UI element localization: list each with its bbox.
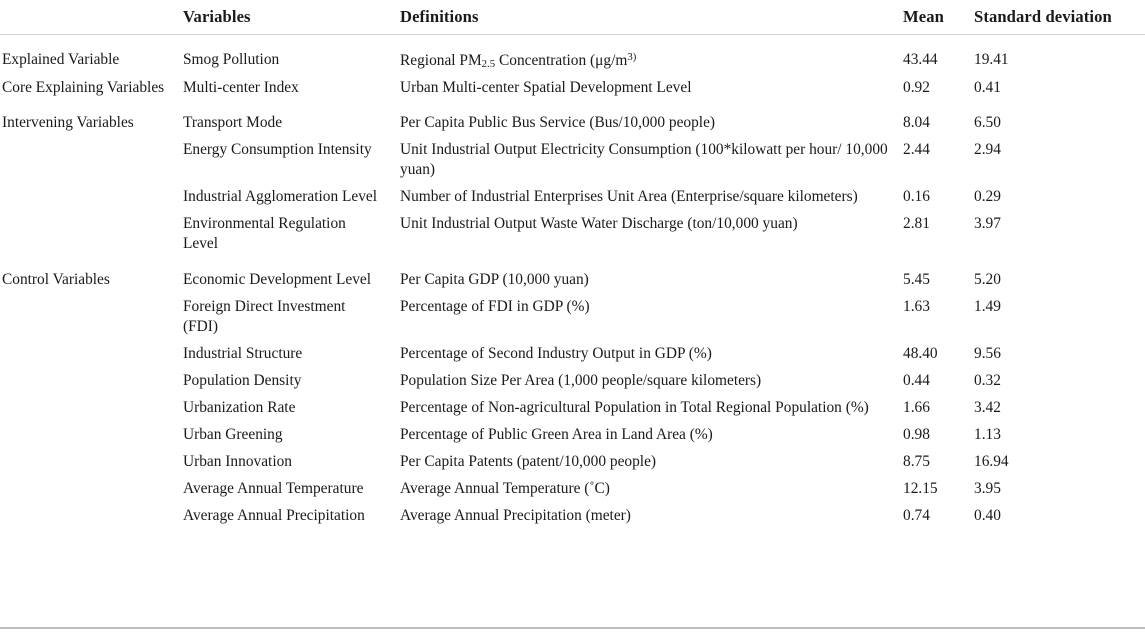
cell-mean: 12.15: [903, 479, 938, 497]
cell-standard-deviation: 0.32: [974, 371, 1001, 389]
cell-definition: Per Capita Patents (patent/10,000 people): [400, 452, 657, 470]
cell-definition: Average Annual Precipitation (meter): [400, 506, 631, 524]
table-row: [0, 184, 1145, 211]
cell-standard-deviation: 19.41: [974, 50, 1009, 68]
cell-mean: 0.44: [903, 371, 930, 389]
table-row: [0, 448, 1145, 475]
cell-group: [0, 502, 178, 529]
cell-group: Intervening Variables: [2, 114, 134, 132]
cell-variable: Multi-center Index: [183, 78, 299, 96]
cell-standard-deviation: 0.40: [974, 506, 1001, 524]
table-row: [0, 101, 1145, 137]
column-header-group: [0, 0, 178, 34]
cell-standard-deviation: 9.56: [974, 344, 1001, 362]
table-body: [0, 34, 1145, 529]
cell-mean: 0.74: [903, 506, 930, 524]
cell-definition: Unit Industrial Output Waste Water Discharge (ton/10,000 yuan): [400, 215, 798, 233]
cell-variable: Average Annual Temperature: [183, 479, 364, 497]
cell-standard-deviation: 16.94: [974, 452, 1009, 470]
table-row: [0, 475, 1145, 502]
cell-group: Explained Variable: [2, 50, 120, 68]
table-row: [0, 258, 1145, 294]
table-row: [0, 34, 1145, 74]
cell-mean: 2.81: [903, 215, 930, 233]
cell-mean: 0.98: [903, 425, 930, 443]
table-row: [0, 137, 1145, 184]
table-row: [0, 293, 1145, 340]
cell-mean: 0.16: [903, 188, 930, 206]
cell-mean: 1.66: [903, 398, 930, 416]
cell-mean: 5.45: [903, 270, 930, 288]
cell-group: [0, 340, 178, 367]
table-header-row: [0, 0, 1145, 34]
table-header: [0, 0, 1145, 34]
cell-definition: Regional $PM_{2.5}$ Concentration ($\mu g/m^{3)}$: [400, 50, 637, 70]
cell-group: [0, 367, 178, 394]
cell-standard-deviation: 3.95: [974, 479, 1001, 497]
cell-standard-deviation: 1.49: [974, 297, 1001, 315]
cell-group: [0, 137, 178, 184]
cell-definition: Percentage of Second Industry Output in GDP (%): [400, 344, 712, 362]
cell-variable: Industrial Agglomeration Level: [183, 188, 378, 206]
cell-standard-deviation: 0.29: [974, 188, 1001, 206]
column-header-standard-deviation: Standard deviation: [974, 6, 1112, 26]
cell-definition: Unit Industrial Output Electricity Consumption (100*kilowatt per hour/ 10,000 yuan): [400, 141, 888, 179]
cell-variable: Average Annual Precipitation: [183, 506, 365, 524]
cell-definition: Per Capita GDP (10,000 yuan): [400, 270, 589, 288]
cell-group: [0, 184, 178, 211]
cell-standard-deviation: 5.20: [974, 270, 1001, 288]
cell-definition: Population Size Per Area (1,000 people/square kilometers): [400, 371, 762, 389]
table-row: [0, 421, 1145, 448]
cell-standard-deviation: 6.50: [974, 114, 1001, 132]
cell-variable: Smog Pollution: [183, 50, 280, 68]
cell-group: [0, 421, 178, 448]
cell-definition: Average Annual Temperature (˚C): [400, 479, 610, 497]
cell-variable: Foreign Direct Investment (FDI): [183, 297, 346, 335]
cell-group: [0, 293, 178, 340]
cell-variable: Transport Mode: [183, 114, 283, 132]
cell-group: [0, 448, 178, 475]
cell-group: [0, 475, 178, 502]
column-header-variables: Variables: [183, 6, 251, 26]
table-row: [0, 211, 1145, 258]
cell-mean: 8.04: [903, 114, 930, 132]
cell-group: Core Explaining Variables: [2, 78, 165, 96]
table-row: [0, 502, 1145, 529]
table-bottom-rule: [0, 627, 1145, 629]
cell-variable: Industrial Structure: [183, 344, 303, 362]
cell-standard-deviation: 1.13: [974, 425, 1001, 443]
cell-mean: 43.44: [903, 50, 938, 68]
column-header-definitions: Definitions: [400, 6, 479, 26]
cell-definition: Number of Industrial Enterprises Unit Area (Enterprise/square kilometers): [400, 188, 858, 206]
column-header-mean: Mean: [903, 6, 944, 26]
table-row: [0, 340, 1145, 367]
cell-variable: Urbanization Rate: [183, 398, 296, 416]
cell-group: [0, 394, 178, 421]
cell-definition: Percentage of FDI in GDP (%): [400, 297, 590, 315]
cell-standard-deviation: 3.97: [974, 215, 1001, 233]
cell-definition: Percentage of Public Green Area in Land Area (%): [400, 425, 713, 443]
cell-variable: Urban Innovation: [183, 452, 292, 470]
cell-mean: 1.63: [903, 297, 930, 315]
cell-definition: Urban Multi-center Spatial Development Level: [400, 78, 692, 96]
cell-standard-deviation: 3.42: [974, 398, 1001, 416]
cell-standard-deviation: 2.94: [974, 141, 1001, 159]
cell-mean: 48.40: [903, 344, 938, 362]
cell-definition: Per Capita Public Bus Service (Bus/10,000 people): [400, 114, 716, 132]
table-row: [0, 74, 1145, 101]
table-row: [0, 394, 1145, 421]
cell-mean: 0.92: [903, 78, 930, 96]
cell-variable: Economic Development Level: [183, 270, 372, 288]
table-row: [0, 367, 1145, 394]
cell-group: [0, 211, 178, 258]
cell-variable: Energy Consumption Intensity: [183, 141, 372, 159]
cell-definition: Percentage of Non-agricultural Population in Total Regional Population (%): [400, 398, 869, 416]
cell-mean: 8.75: [903, 452, 930, 470]
cell-standard-deviation: 0.41: [974, 78, 1001, 96]
cell-mean: 2.44: [903, 141, 930, 159]
cell-variable: Population Density: [183, 371, 302, 389]
cell-group: Control Variables: [2, 270, 110, 288]
cell-variable: Environmental Regulation Level: [183, 215, 346, 253]
cell-variable: Urban Greening: [183, 425, 283, 443]
